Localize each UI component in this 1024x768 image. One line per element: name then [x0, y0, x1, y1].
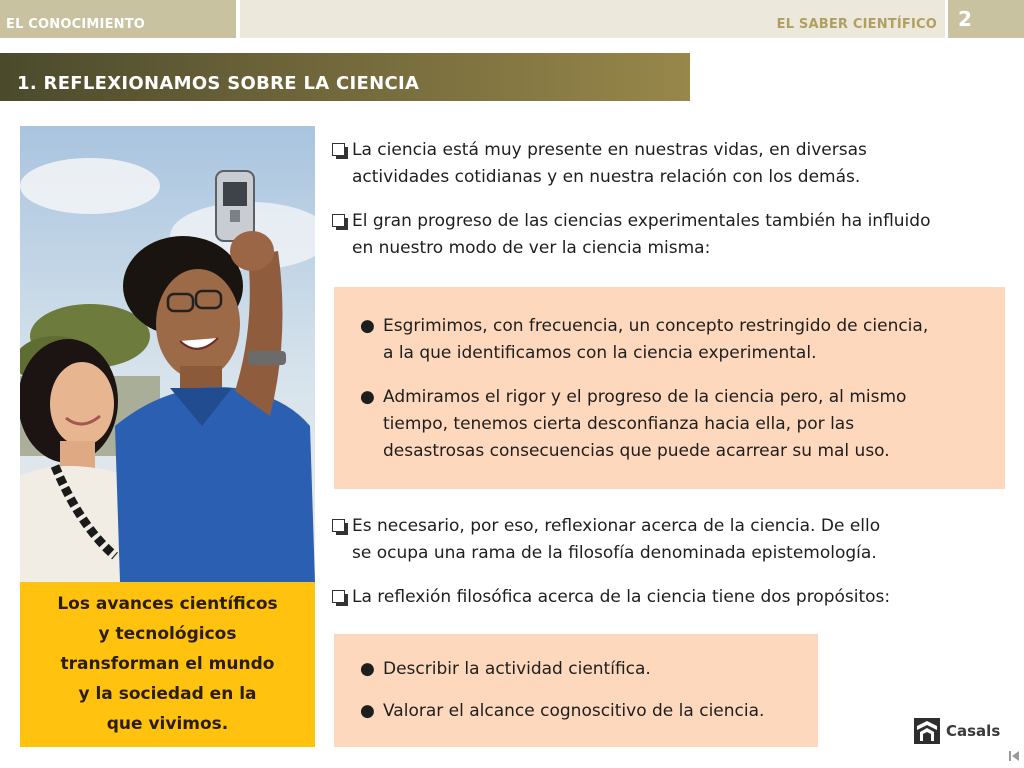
bullet-text-line: Admiramos el rigor y el progreso de la ciencia pero, al mismo — [383, 387, 907, 407]
casals-logo-icon — [914, 718, 940, 744]
point-text-line: en nuestro modo de ver la ciencia misma: — [352, 238, 711, 258]
list-item — [332, 513, 1012, 567]
list-item — [332, 137, 1012, 191]
caption-line: Los avances científicos — [57, 594, 278, 614]
point-text-line: actividades cotidianas y en nuestra relación con los demás. — [352, 167, 861, 187]
checkbox-bullet-icon — [332, 590, 345, 603]
bullet-dot-icon: ● — [360, 316, 375, 336]
epistemology-points — [332, 513, 1012, 611]
point-text-line: Es necesario, por eso, reflexionar acerca de la ciencia. De ello — [352, 516, 881, 536]
point-text-line: El gran progreso de las ciencias experimentales también ha influido — [352, 211, 931, 231]
highlight-box-purposes — [334, 634, 818, 747]
caption-line: que vivimos. — [106, 714, 229, 734]
header-chapter-label: EL CONOCIMIENTO — [0, 0, 236, 38]
caption-line: transforman el mundo — [60, 654, 275, 674]
first-page-icon[interactable] — [1008, 750, 1020, 762]
bullet-text-line: Esgrimimos, con frecuencia, un concepto restringido de ciencia, — [383, 316, 929, 336]
header-unit-label: EL SABER CIENTÍFICO — [240, 0, 945, 38]
photo-illustration — [20, 126, 315, 582]
bullet-dot-icon: ● — [360, 659, 375, 679]
bullet-text-line: desastrosas consecuencias que puede acarrear su mal uso. — [383, 441, 890, 461]
page-number: 2 — [948, 0, 1024, 38]
list-item — [332, 584, 1012, 611]
bullet-text-line: a la que identificamos con la ciencia experimental. — [383, 343, 817, 363]
checkbox-bullet-icon — [332, 519, 345, 532]
list-item — [358, 313, 998, 367]
caption-line: y tecnológicos — [98, 624, 237, 644]
highlight-box-science-views — [334, 287, 1005, 489]
photo-young-people-with-phone — [20, 126, 315, 582]
checkbox-bullet-icon — [332, 214, 345, 227]
intro-points — [332, 137, 1012, 262]
bullet-text-line: Describir la actividad científica. — [383, 659, 651, 679]
point-text-line: se ocupa una rama de la filosofía denominada epistemología. — [352, 543, 877, 563]
point-text-line: La ciencia está muy presente en nuestras vidas, en diversas — [352, 140, 867, 160]
list-item — [358, 384, 998, 465]
list-item — [358, 698, 808, 725]
publisher-logo — [914, 718, 1004, 744]
bullet-text-line: tiempo, tenemos cierta desconfianza hacia ella, por las — [383, 414, 855, 434]
bullet-text-line: Valorar el alcance cognoscitivo de la ciencia. — [383, 701, 765, 721]
logo-text: Casals — [946, 722, 1001, 740]
section-title: 1. REFLEXIONAMOS SOBRE LA CIENCIA — [0, 53, 690, 101]
bullet-dot-icon: ● — [360, 387, 375, 407]
bullet-dot-icon: ● — [360, 701, 375, 721]
list-item — [332, 208, 1012, 262]
checkbox-bullet-icon — [332, 143, 345, 156]
caption-line: y la sociedad en la — [78, 684, 257, 704]
list-item — [358, 656, 808, 683]
photo-caption — [20, 582, 315, 747]
point-text-line: La reflexión filosófica acerca de la ciencia tiene dos propósitos: — [352, 587, 891, 607]
